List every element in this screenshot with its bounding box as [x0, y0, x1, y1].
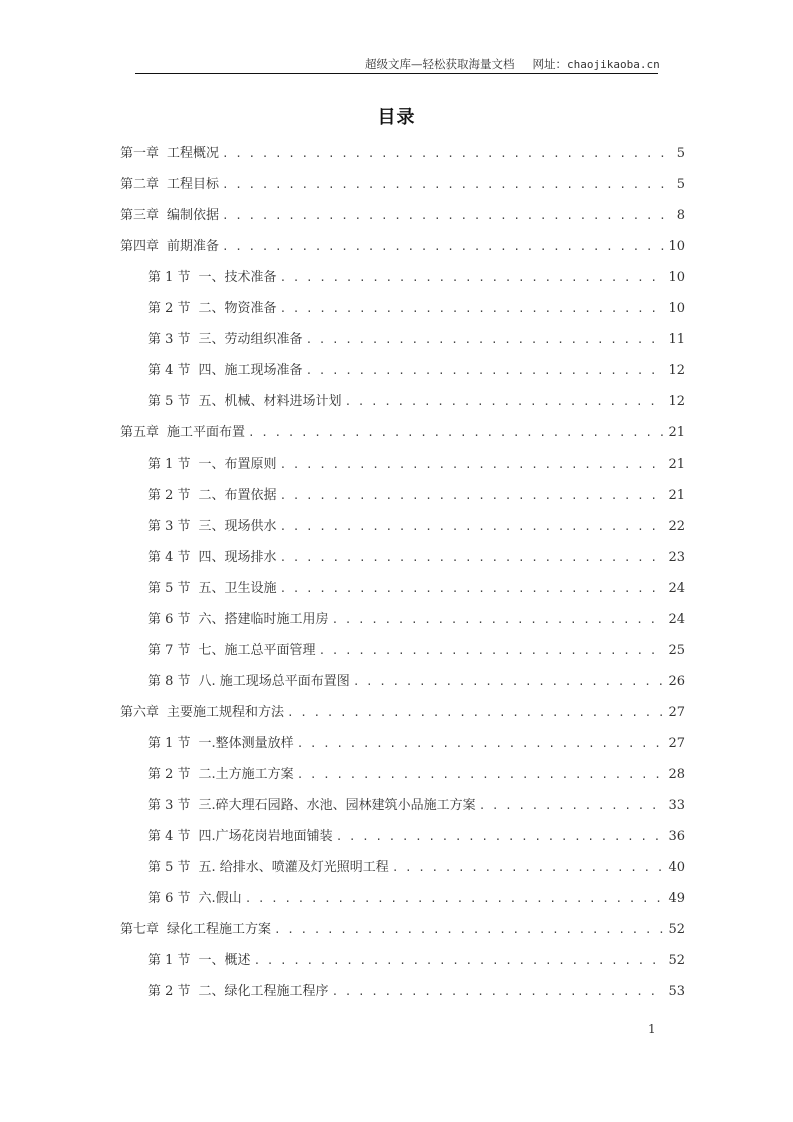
toc-entry-number: 第 4 节	[148, 829, 191, 845]
toc-entry-number: 第 4 节	[148, 549, 191, 565]
toc-entry-number: 第 8 节	[148, 673, 191, 689]
toc-section-entry[interactable]	[148, 389, 685, 409]
toc-section-entry[interactable]	[148, 576, 685, 596]
toc-section-entry[interactable]	[148, 638, 685, 658]
toc-entry-number: 第一章	[120, 146, 160, 161]
toc-entry-page: 40	[668, 860, 685, 876]
toc-entry-number: 第五章	[120, 425, 160, 441]
toc-chapter-entry[interactable]	[120, 700, 685, 720]
toc-entry-title: 三.碎大理石园路、水池、园林建筑小品施工方案	[198, 798, 476, 814]
toc-entry-page: 53	[668, 984, 685, 1000]
toc-entry-label	[148, 453, 277, 472]
toc-entry-page: 11	[668, 332, 685, 348]
toc-entry-number: 第 1 节	[148, 270, 191, 286]
toc-entry-page: 10	[668, 270, 685, 286]
dot-leader	[280, 551, 666, 565]
toc-entry-page: 25	[668, 642, 685, 658]
dot-leader	[332, 985, 666, 999]
toc-entry-title: 绿化工程施工方案	[167, 922, 272, 938]
dot-leader	[297, 768, 666, 782]
toc-entry-number: 第 5 节	[148, 580, 191, 596]
dot-leader	[248, 426, 665, 440]
toc-entry-number: 第二章	[120, 177, 160, 193]
toc-entry-label	[148, 732, 294, 751]
toc-entry-number: 第 1 节	[148, 456, 191, 472]
toc-section-entry[interactable]	[148, 669, 685, 689]
toc-entry-page: 27	[668, 735, 685, 751]
toc-chapter-entry[interactable]	[120, 420, 685, 440]
toc-entry-title: 一.整体测量放样	[198, 735, 294, 751]
toc-entry-label	[120, 235, 219, 254]
toc-entry-label	[148, 390, 342, 409]
toc-entry-label	[148, 794, 476, 813]
dot-leader	[297, 737, 666, 751]
toc-section-entry[interactable]	[148, 793, 685, 813]
toc-entry-page: 21	[668, 425, 685, 441]
toc-entry-label	[120, 173, 219, 192]
toc-entry-label	[148, 577, 277, 596]
dot-leader	[280, 458, 666, 472]
toc-entry-title: 工程概况	[167, 146, 220, 161]
toc-entry-page: 10	[668, 239, 685, 255]
toc-entry-page: 27	[668, 704, 685, 720]
toc-entry-label	[120, 142, 219, 161]
toc-entry-label	[148, 856, 389, 875]
toc-entry-number: 第 3 节	[148, 332, 191, 348]
toc-entry-page: 52	[668, 953, 685, 969]
toc-entry-title: 三、现场供水	[198, 518, 277, 534]
dot-leader	[280, 489, 666, 503]
toc-entry-number: 第 2 节	[148, 984, 191, 1000]
toc-entry-label	[148, 546, 277, 565]
toc-entry-number: 第 3 节	[148, 518, 191, 534]
toc-entry-title: 六.假山	[198, 891, 242, 907]
header-rule	[135, 73, 658, 74]
toc-section-entry[interactable]	[148, 824, 685, 844]
toc-entry-page: 26	[668, 673, 685, 689]
dot-leader	[345, 395, 666, 409]
toc-chapter-entry[interactable]	[120, 172, 685, 192]
toc-section-entry[interactable]	[148, 483, 685, 503]
dot-leader	[306, 364, 666, 378]
dot-leader	[222, 240, 665, 254]
page-number: 1	[648, 1022, 656, 1036]
toc-section-entry[interactable]	[148, 358, 685, 378]
toc-entry-title: 六、搭建临时施工用房	[198, 611, 329, 627]
toc-entry-label	[148, 670, 350, 689]
toc-entry-page: 5	[676, 146, 685, 161]
toc-entry-label	[148, 639, 316, 658]
toc-entry-title: 施工平面布置	[167, 425, 246, 441]
dot-leader	[280, 520, 666, 534]
toc-entry-page: 5	[676, 177, 685, 193]
toc-entry-label	[148, 484, 277, 503]
toc-entry-title: 五、机械、材料进场计划	[198, 394, 342, 410]
toc-entry-title: 一、技术准备	[198, 270, 277, 286]
toc-entry-page: 49	[668, 891, 685, 907]
toc-entry-label	[120, 204, 219, 223]
toc-chapter-entry[interactable]	[120, 141, 685, 161]
toc-entry-label	[148, 887, 242, 906]
toc-entry-title: 四.广场花岗岩地面铺装	[198, 829, 333, 845]
toc-entry-title: 一、概述	[198, 953, 251, 969]
toc-entry-title: 五、卫生设施	[198, 580, 277, 596]
toc-entry-number: 第 6 节	[148, 611, 191, 627]
toc-entry-page: 10	[668, 301, 685, 317]
toc-entry-label	[148, 266, 277, 285]
dot-leader	[306, 333, 666, 347]
toc-entry-page: 21	[668, 456, 685, 472]
dot-leader	[353, 675, 666, 689]
toc-entry-title: 三、劳动组织准备	[198, 332, 303, 348]
toc-entry-title: 工程目标	[167, 177, 220, 193]
toc-entry-page: 24	[668, 611, 685, 627]
dot-leader	[280, 271, 666, 285]
toc-entry-page: 36	[668, 829, 685, 845]
dot-leader	[332, 613, 666, 627]
toc-entry-label	[148, 515, 277, 534]
toc-entry-title: 七、施工总平面管理	[198, 642, 316, 658]
toc-entry-page: 28	[668, 767, 685, 782]
toc-entry-number: 第 6 节	[148, 891, 191, 907]
toc-section-entry[interactable]	[148, 545, 685, 565]
toc-section-entry[interactable]	[148, 979, 685, 999]
toc-title: 目录	[377, 107, 416, 128]
toc-entry-page: 22	[668, 518, 685, 534]
dot-leader	[254, 954, 666, 968]
toc-entry-number: 第 4 节	[148, 363, 191, 379]
dot-leader	[222, 178, 674, 192]
dot-leader	[392, 861, 666, 875]
toc-entry-label	[148, 949, 251, 968]
toc-entry-title: 二、布置依据	[198, 487, 277, 503]
toc-entry-number: 第六章	[120, 704, 160, 720]
header-site-url: chaojikaoba.cn	[567, 58, 660, 71]
toc-section-entry[interactable]	[148, 514, 685, 534]
toc-entry-number: 第 5 节	[148, 860, 191, 876]
toc-entry-page: 33	[668, 798, 685, 814]
toc-section-entry[interactable]	[148, 731, 685, 751]
toc-entry-title: 二.土方施工方案	[198, 767, 294, 782]
toc-entry-title: 一、布置原则	[198, 456, 277, 472]
toc-section-entry[interactable]	[148, 265, 685, 285]
toc-section-entry[interactable]	[148, 296, 685, 316]
dot-leader	[280, 302, 666, 316]
toc-entry-title: 二、物资准备	[198, 301, 277, 317]
toc-entry-number: 第 1 节	[148, 735, 191, 751]
toc-entry-page: 12	[668, 394, 685, 410]
dot-leader	[274, 923, 665, 937]
toc-section-entry[interactable]	[148, 855, 685, 875]
toc-entry-page: 23	[668, 549, 685, 565]
toc-chapter-entry[interactable]	[120, 917, 685, 937]
toc-entry-page: 24	[668, 580, 685, 596]
toc-entry-number: 第三章	[120, 208, 160, 224]
toc-chapter-entry[interactable]	[120, 234, 685, 254]
header-library-text: 超级文库—轻松获取海量文档	[365, 57, 515, 71]
toc-section-entry[interactable]	[148, 948, 685, 968]
dot-leader	[287, 706, 665, 720]
toc-entry-title: 八. 施工现场总平面布置图	[198, 673, 350, 689]
toc-entry-label	[120, 701, 284, 720]
dot-leader	[479, 799, 666, 813]
toc-entry-label	[148, 825, 333, 844]
toc-entry-number: 第四章	[120, 239, 160, 255]
dot-leader	[245, 892, 666, 906]
toc-entry-label	[120, 918, 271, 937]
toc-entry-title: 编制依据	[167, 208, 220, 224]
toc-entry-title: 二、绿化工程施工程序	[198, 984, 329, 1000]
page-header	[365, 56, 658, 74]
toc-entry-label	[148, 297, 277, 316]
dot-leader	[336, 830, 666, 844]
toc-entry-number: 第 2 节	[148, 487, 191, 503]
toc-section-entry[interactable]	[148, 327, 685, 347]
toc-entry-label	[148, 359, 303, 378]
header-site-label: 网址：	[532, 57, 567, 71]
dot-leader	[222, 147, 674, 161]
toc-entry-label	[120, 421, 245, 440]
toc-section-entry[interactable]	[148, 886, 685, 906]
toc-chapter-entry[interactable]	[120, 203, 685, 223]
dot-leader	[319, 644, 666, 658]
toc-entry-label	[148, 763, 294, 782]
toc-entry-page: 21	[668, 487, 685, 503]
toc-entry-page: 52	[668, 922, 685, 938]
dot-leader	[280, 582, 666, 596]
toc-entry-number: 第七章	[120, 922, 160, 938]
toc-section-entry[interactable]	[148, 762, 685, 782]
dot-leader	[222, 209, 674, 223]
toc-entry-label	[148, 608, 329, 627]
toc-entry-number: 第 3 节	[148, 798, 191, 814]
toc-entry-title: 四、现场排水	[198, 549, 277, 565]
toc-entry-page: 8	[676, 208, 685, 224]
toc-entry-title: 主要施工规程和方法	[167, 704, 285, 720]
toc-entry-number: 第 2 节	[148, 301, 191, 317]
toc-entry-title: 四、施工现场准备	[198, 363, 303, 379]
toc-entry-number: 第 1 节	[148, 953, 191, 969]
toc-section-entry[interactable]	[148, 452, 685, 472]
toc-entry-label	[148, 980, 329, 999]
toc-entry-title: 五. 给排水、喷灌及灯光照明工程	[198, 860, 389, 876]
toc-entry-label	[148, 328, 303, 347]
toc-entry-number: 第 7 节	[148, 642, 191, 658]
toc-section-entry[interactable]	[148, 607, 685, 627]
toc-entry-page: 12	[668, 363, 685, 379]
toc-entry-number: 第 5 节	[148, 394, 191, 410]
toc-entry-title: 前期准备	[167, 239, 220, 255]
toc-entry-number: 第 2 节	[148, 767, 191, 782]
